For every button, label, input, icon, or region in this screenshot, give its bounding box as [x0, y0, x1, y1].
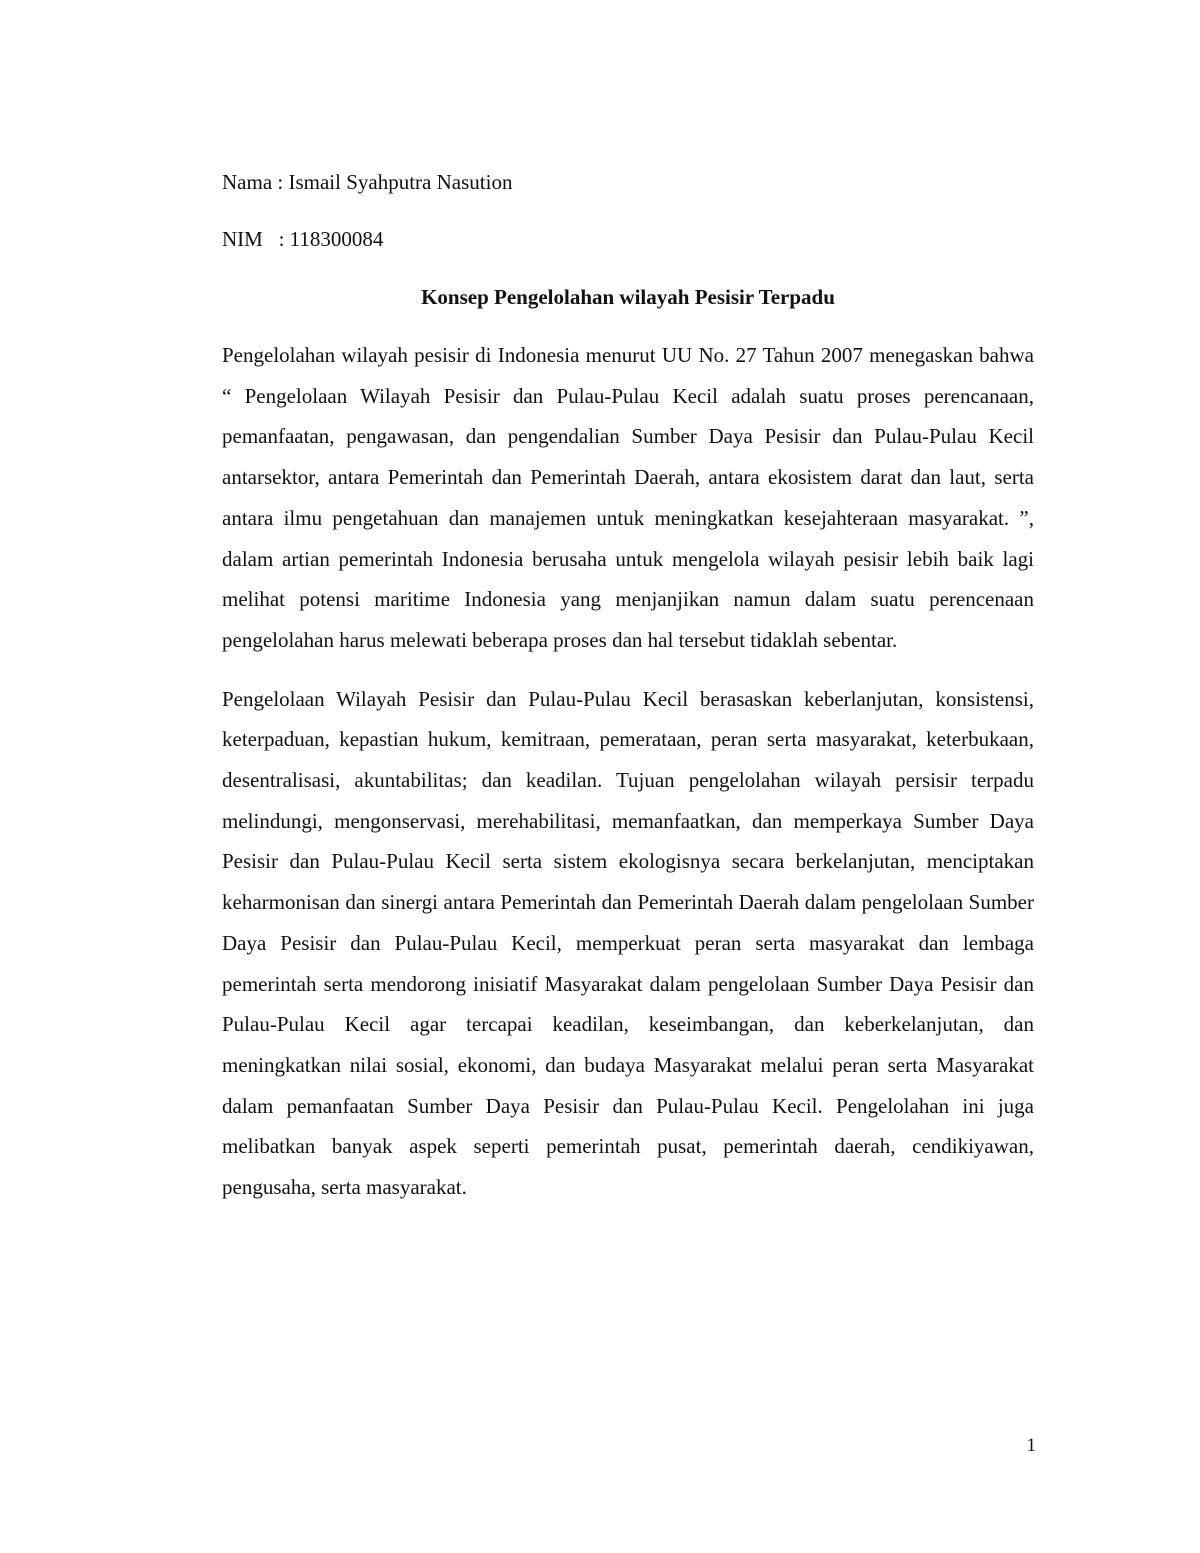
- paragraph-2: Pengelolaan Wilayah Pesisir dan Pulau-Pulau Kecil berasaskan keberlanjutan, konsistensi, keterpaduan, kepastian hukum, kemitraan, pemerataan, peran serta masyarakat, keterbukaan, desentralisasi, akuntabilitas; dan keadilan. Tujuan pengelolahan wilayah persisir terpadu melindungi, mengonservasi, merehabilitasi, memanfaatkan, dan memperkaya Sumber Daya Pesisir dan Pulau-Pulau Kecil serta sistem ekologisnya secara berkelanjutan, menciptakan keharmonisan dan sinergi antara Pemerintah dan Pemerintah Daerah dalam pengelolaan Sumber Daya Pesisir dan Pulau-Pulau Kecil, memperkuat peran serta masyarakat dan lembaga pemerintah serta mendorong inisiatif Masyarakat dalam pengelolaan Sumber Daya Pesisir dan Pulau-Pulau Kecil agar tercapai keadilan, keseimbangan, dan keberkelanjutan, dan meningkatkan nilai sosial, ekonomi, dan budaya Masyarakat melalui peran serta Masyarakat dalam pemanfaatan Sumber Daya Pesisir dan Pulau-Pulau Kecil. Pengelolahan ini juga melibatkan banyak aspek seperti pemerintah pusat, pemerintah daerah, cendikiyawan, pengusaha, serta masyarakat.: [222, 686, 1034, 1200]
- paragraph-1: Pengelolahan wilayah pesisir di Indonesia menurut UU No. 27 Tahun 2007 menegaskan bahwa “ Pengelolaan Wilayah Pesisir dan Pulau-Pulau Kecil adalah suatu proses perencanaan, pemanfaatan, pengawasan, dan pengendalian Sumber Daya Pesisir dan Pulau-Pulau Kecil antarsektor, antara Pemerintah dan Pemerintah Daerah, antara ekosistem darat dan laut, serta antara ilmu pengetahuan dan manajemen untuk meningkatkan kesejahteraan masyarakat. ”, dalam artian pemerintah Indonesia berusaha untuk mengelola wilayah pesisir lebih baik lagi melihat potensi maritime Indonesia yang menjanjikan namun dalam suatu perencenaan pengelolahan harus melewati beberapa proses dan hal tersebut tidaklah sebentar.: [222, 343, 1034, 652]
- page-number: 1: [1026, 1435, 1036, 1456]
- document-body: [222, 166, 1034, 1208]
- document-title: Konsep Pengelolahan wilayah Pesisir Terpadu: [421, 285, 835, 309]
- student-name-line: Nama : Ismail Syahputra Nasution: [222, 170, 513, 194]
- student-nim-line: NIM : 118300084: [222, 227, 384, 251]
